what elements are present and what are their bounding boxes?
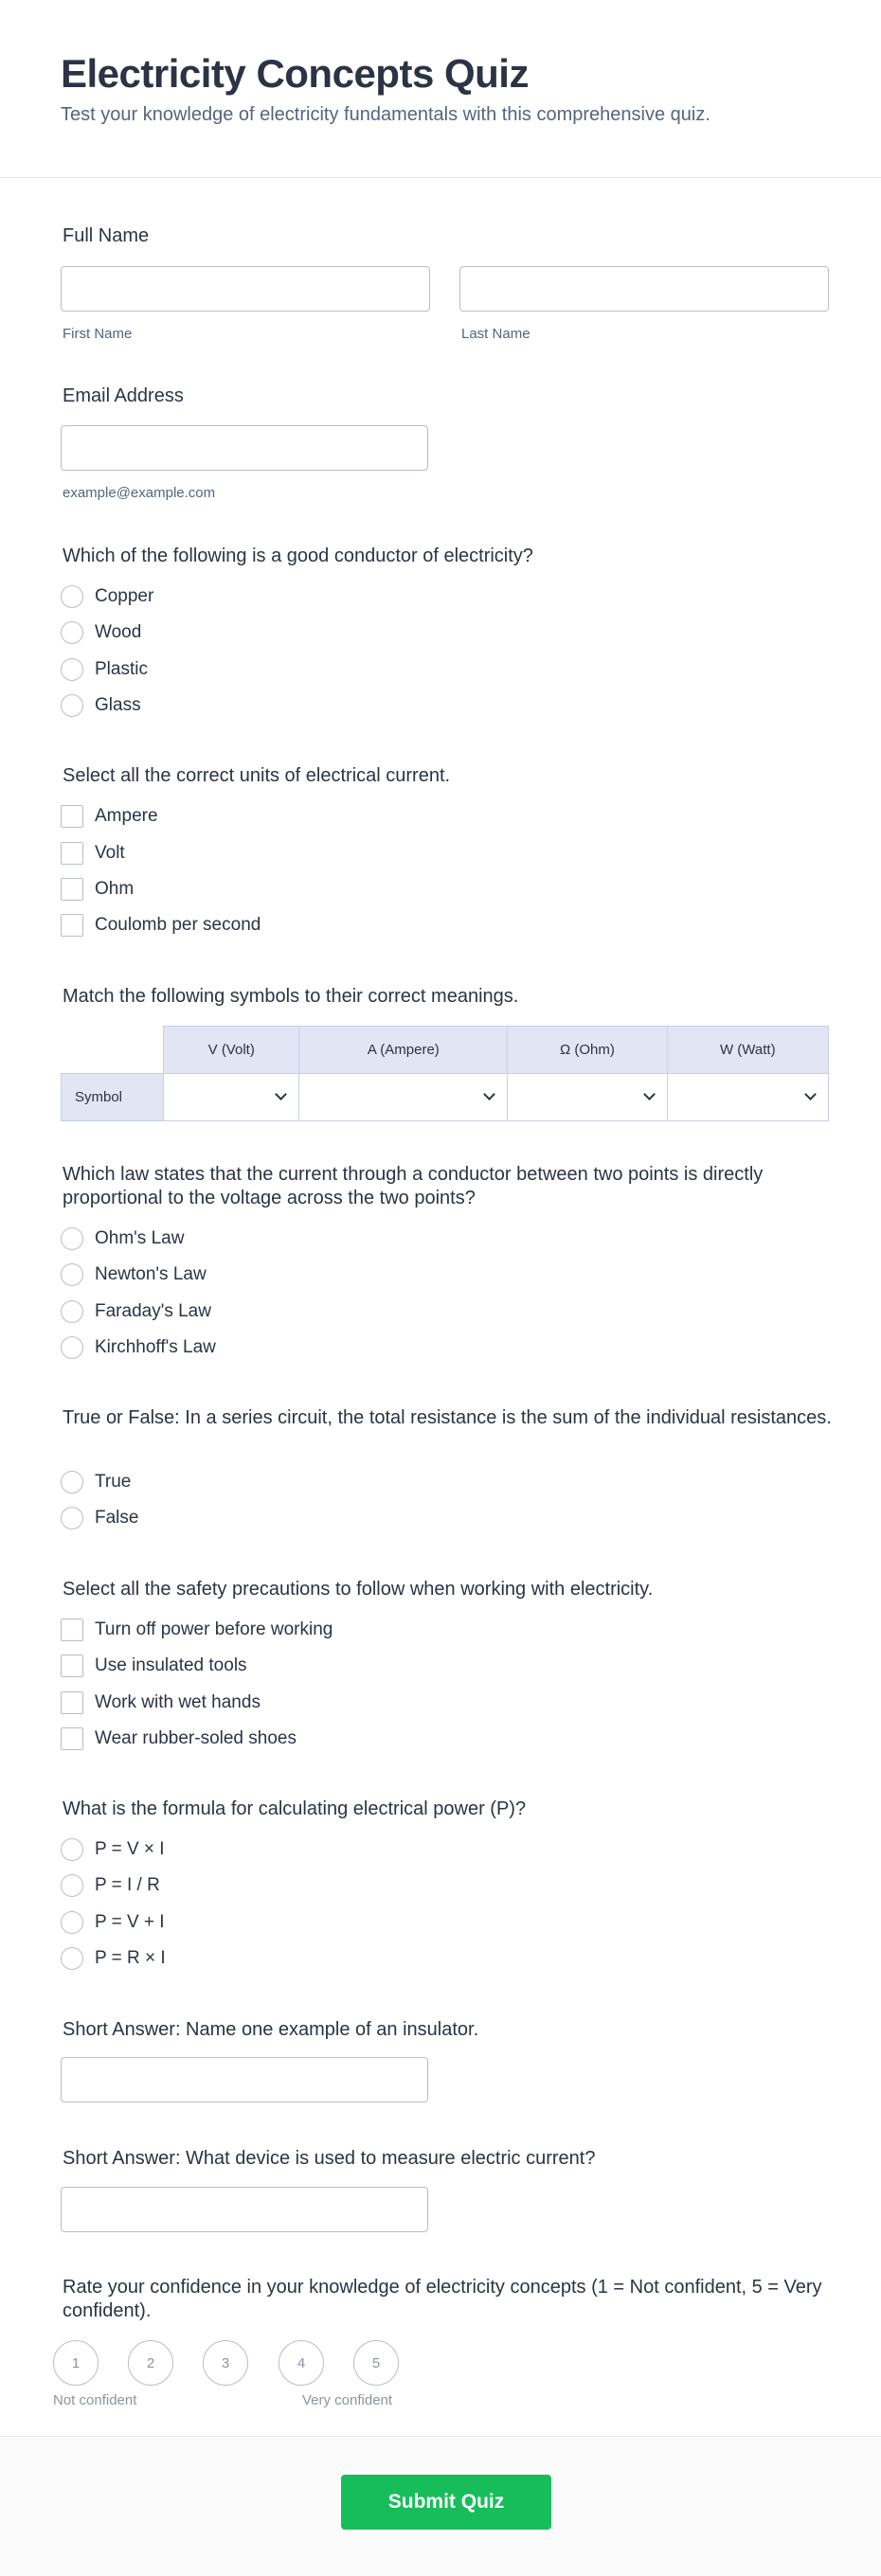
q7-option-2[interactable]: P = I / R [61, 1873, 160, 1898]
q2-option-volt[interactable]: Volt [61, 841, 125, 866]
last-name-input[interactable] [459, 266, 829, 312]
radio-button[interactable] [61, 1263, 83, 1286]
q6-label: Select all the safety precautions to follow when working with electricity. [63, 1579, 654, 1600]
checkbox[interactable] [61, 1619, 83, 1641]
q10-label: Rate your confidence in your knowledge of electricity concepts (1 = Not confident, 5 = Very confident). [63, 2277, 822, 2321]
form-header [0, 0, 881, 178]
q3-label: Match the following symbols to their correct meanings. [63, 986, 519, 1007]
rating-1[interactable]: 1 [53, 2340, 99, 2386]
q8-label: Short Answer: Name one example of an insulator. [63, 2019, 479, 2040]
radio-button[interactable] [61, 1947, 83, 1970]
matrix-dropdown-watt[interactable] [667, 1074, 828, 1121]
first-name-input[interactable] [61, 266, 430, 312]
chevron-down-icon [483, 1088, 495, 1100]
insulator-answer-input[interactable] [61, 2057, 428, 2102]
q5-label: True or False: In a series circuit, the total resistance is the sum of the individual resistances. [63, 1407, 832, 1428]
radio-button[interactable] [61, 1300, 83, 1323]
rating-4[interactable]: 4 [279, 2340, 324, 2386]
radio-button[interactable] [61, 1471, 83, 1494]
q1-label: Which of the following is a good conductor of electricity? [63, 546, 533, 566]
q6-option-turn-off-power[interactable]: Turn off power before working [61, 1618, 333, 1642]
q6-option-rubber-shoes[interactable]: Wear rubber-soled shoes [61, 1726, 297, 1751]
chevron-down-icon [804, 1088, 817, 1100]
checkbox[interactable] [61, 914, 83, 937]
rating-min-caption: Not confident [53, 2392, 137, 2408]
form-footer [0, 2436, 881, 2576]
q1-option-glass[interactable]: Glass [61, 693, 141, 718]
matrix-dropdown-volt[interactable] [164, 1074, 299, 1121]
matrix-col-ohm: Ω (Ohm) [508, 1027, 667, 1074]
first-name-sublabel: First Name [63, 326, 133, 342]
q6-option-wet-hands[interactable]: Work with wet hands [61, 1690, 261, 1715]
last-name-sublabel: Last Name [461, 326, 530, 342]
matrix-row-symbol: Symbol [62, 1074, 164, 1121]
radio-button[interactable] [61, 1911, 83, 1934]
q2-option-ohm[interactable]: Ohm [61, 877, 134, 902]
checkbox[interactable] [61, 805, 83, 828]
q2-label: Select all the correct units of electrical current. [63, 765, 451, 786]
q4-option-newtons-law[interactable]: Newton's Law [61, 1262, 207, 1287]
form-description: Test your knowledge of electricity fundamentals with this comprehensive quiz. [61, 104, 710, 125]
rating-2[interactable]: 2 [128, 2340, 173, 2386]
q4-option-kirchhoffs-law[interactable]: Kirchhoff's Law [61, 1335, 216, 1360]
q7-option-3[interactable]: P = V + I [61, 1910, 165, 1935]
q6-option-insulated-tools[interactable]: Use insulated tools [61, 1654, 247, 1678]
radio-button[interactable] [61, 694, 83, 717]
q1-option-wood[interactable]: Wood [61, 620, 141, 645]
email-input[interactable] [61, 425, 428, 471]
q5-option-true[interactable]: True [61, 1470, 131, 1494]
checkbox[interactable] [61, 1727, 83, 1750]
radio-button[interactable] [61, 1874, 83, 1897]
symbol-matrix [61, 1026, 829, 1121]
rating-5[interactable]: 5 [353, 2340, 399, 2386]
checkbox[interactable] [61, 1691, 83, 1714]
submit-button[interactable]: Submit Quiz [341, 2475, 551, 2530]
matrix-col-ampere: A (Ampere) [299, 1027, 508, 1074]
q7-label: What is the formula for calculating electrical power (P)? [63, 1798, 527, 1819]
q9-label: Short Answer: What device is used to measure electric current? [63, 2148, 596, 2169]
chevron-down-icon [643, 1088, 656, 1100]
rating-3[interactable]: 3 [203, 2340, 248, 2386]
radio-button[interactable] [61, 621, 83, 644]
matrix-dropdown-ampere[interactable] [299, 1074, 508, 1121]
checkbox[interactable] [61, 1655, 83, 1677]
q7-option-4[interactable]: P = R × I [61, 1946, 166, 1971]
matrix-col-watt: W (Watt) [667, 1027, 828, 1074]
chevron-down-icon [276, 1088, 288, 1100]
radio-button[interactable] [61, 1336, 83, 1359]
q2-option-ampere[interactable]: Ampere [61, 804, 158, 829]
checkbox[interactable] [61, 842, 83, 865]
q2-option-coulomb[interactable]: Coulomb per second [61, 913, 261, 938]
q1-option-copper[interactable]: Copper [61, 584, 153, 609]
checkbox[interactable] [61, 878, 83, 901]
radio-button[interactable] [61, 1838, 83, 1861]
q4-option-faradays-law[interactable]: Faraday's Law [61, 1299, 211, 1324]
rating-max-caption: Very confident [302, 2392, 393, 2408]
matrix-dropdown-ohm[interactable] [508, 1074, 667, 1121]
radio-button[interactable] [61, 1507, 83, 1530]
matrix-corner [62, 1027, 164, 1074]
form-title: Electricity Concepts Quiz [61, 51, 529, 96]
current-device-answer-input[interactable] [61, 2187, 428, 2232]
q4-label: Which law states that the current through a conductor between two points is directly proportional to the voltage across the two points? [63, 1164, 764, 1208]
email-sublabel: example@example.com [63, 485, 216, 501]
radio-button[interactable] [61, 1227, 83, 1250]
full-name-label: Full Name [63, 225, 150, 246]
radio-button[interactable] [61, 585, 83, 608]
radio-button[interactable] [61, 658, 83, 681]
q1-option-plastic[interactable]: Plastic [61, 657, 148, 682]
q7-option-1[interactable]: P = V × I [61, 1837, 165, 1862]
q5-option-false[interactable]: False [61, 1506, 138, 1530]
matrix-col-volt: V (Volt) [164, 1027, 299, 1074]
q4-option-ohms-law[interactable]: Ohm's Law [61, 1226, 184, 1251]
email-label: Email Address [63, 385, 184, 406]
